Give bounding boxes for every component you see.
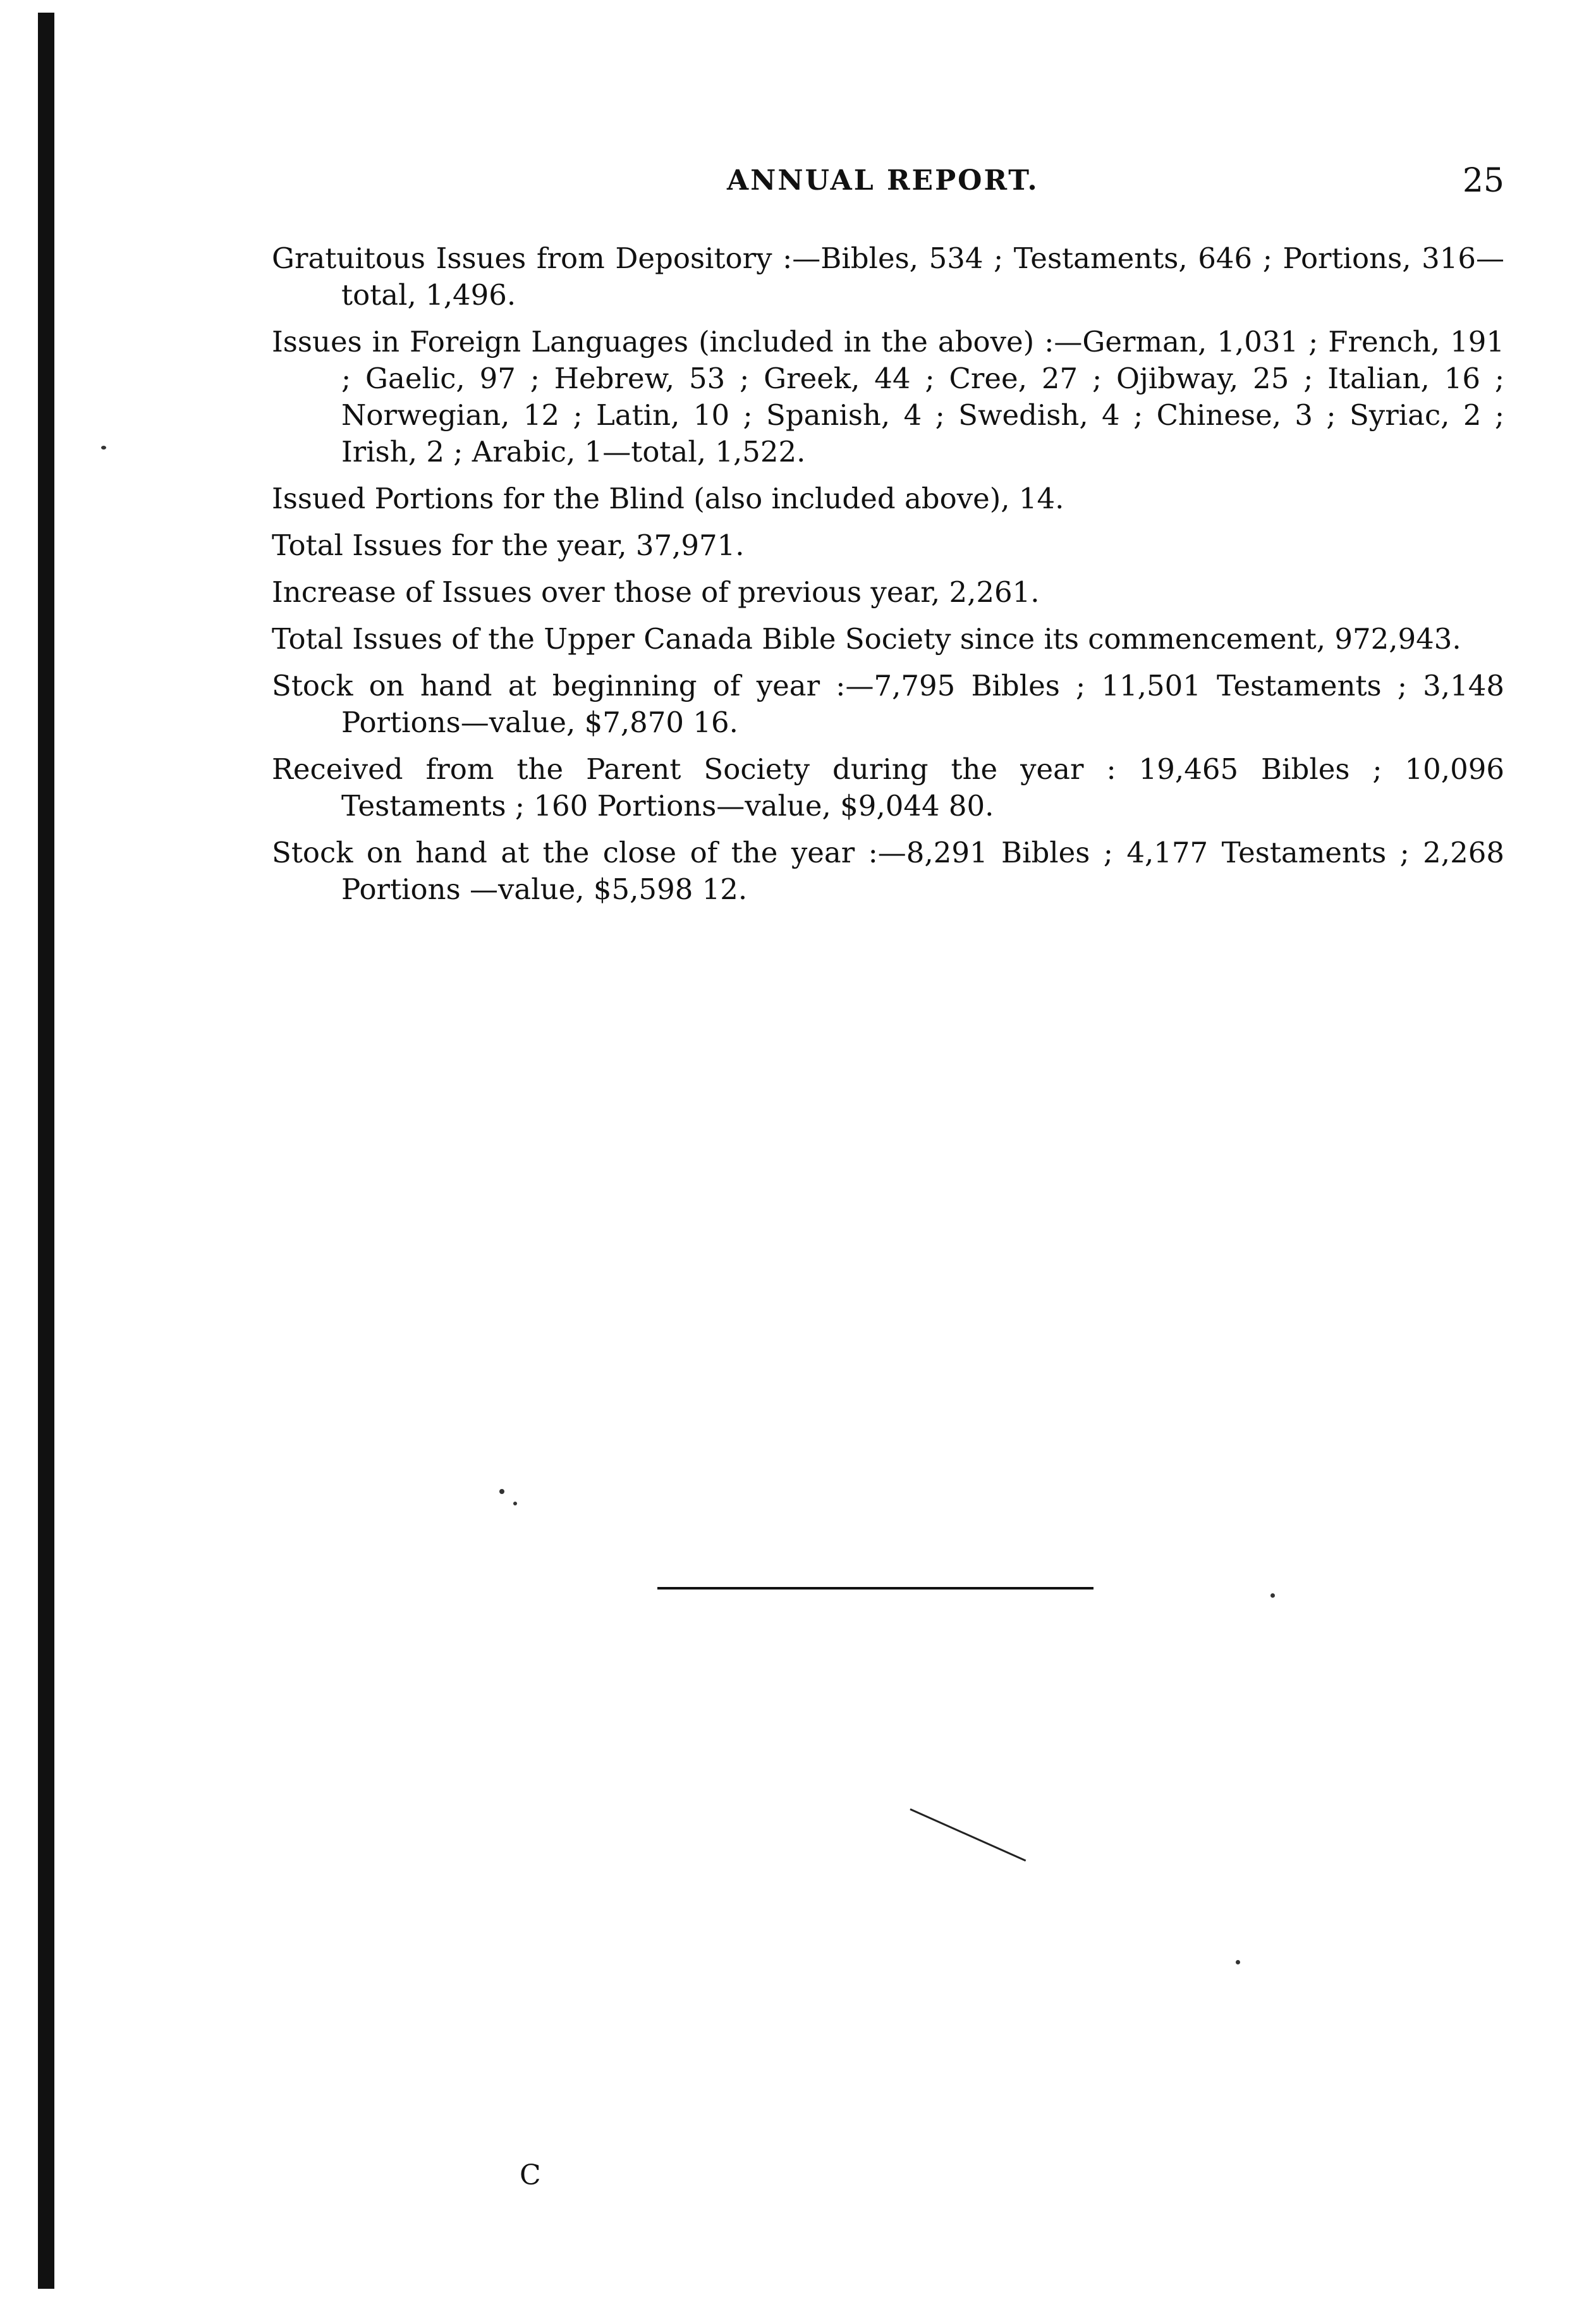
entry-stock-beginning: Stock on hand at beginning of year :—7,795 Bibles ; 11,501 Testaments ; 3,148 Portions—value, $7,870 16. — [272, 669, 1504, 739]
report-body — [272, 240, 1504, 918]
section-divider-rule — [657, 1587, 1093, 1590]
ink-speck — [499, 1489, 504, 1494]
stray-pen-stroke — [910, 1808, 1026, 1861]
page-binding-shadow — [42, 164, 49, 2289]
entry-increase-of-issues: Increase of Issues over those of previous year, 2,261. — [272, 575, 1040, 609]
entry-foreign-languages: Issues in Foreign Languages (included in the above) :—German, 1,031 ; French, 191 ; Gaelic, 97 ; Hebrew, 53 ; Greek, 44 ; Cree, 27 ; Ojibway, 25 ; Italian, 16 ; Norwegian, 12 ; Latin, 10 ; Spanish, 4 ; Swedish, 4 ; Chinese, 3 ; Syriac, 2 ; Irish, 2 ; Arabic, 1—total, 1,522. — [272, 325, 1504, 469]
entry-stock-close: Stock on hand at the close of the year :—8,291 Bibles ; 4,177 Testaments ; 2,268 Portions —value, $5,598 12. — [272, 836, 1504, 906]
entry-received-parent-society: Received from the Parent Society during the year : 19,465 Bibles ; 10,096 Testaments ; 160 Portions—value, $9,044 80. — [272, 752, 1504, 823]
ink-speck — [513, 1502, 517, 1505]
entry-blind-portions: Issued Portions for the Blind (also included above), 14. — [272, 482, 1064, 515]
entry-total-since-commencement: Total Issues of the Upper Canada Bible Society since its commencement, 972,943. — [272, 622, 1461, 656]
ink-speck — [1236, 1960, 1240, 1964]
page-header — [272, 158, 1504, 209]
page-number: 25 — [1462, 162, 1504, 200]
ink-speck — [101, 446, 106, 450]
entry-total-issues: Total Issues for the year, 37,971. — [272, 529, 745, 562]
entry-gratuitous-issues: Gratuitous Issues from Depository :—Bibles, 534 ; Testaments, 646 ; Portions, 316—total, 1,496. — [272, 242, 1504, 312]
ink-speck — [1270, 1593, 1275, 1598]
signature-mark: C — [520, 2159, 541, 2191]
running-head: ANNUAL REPORT. — [727, 164, 1039, 197]
